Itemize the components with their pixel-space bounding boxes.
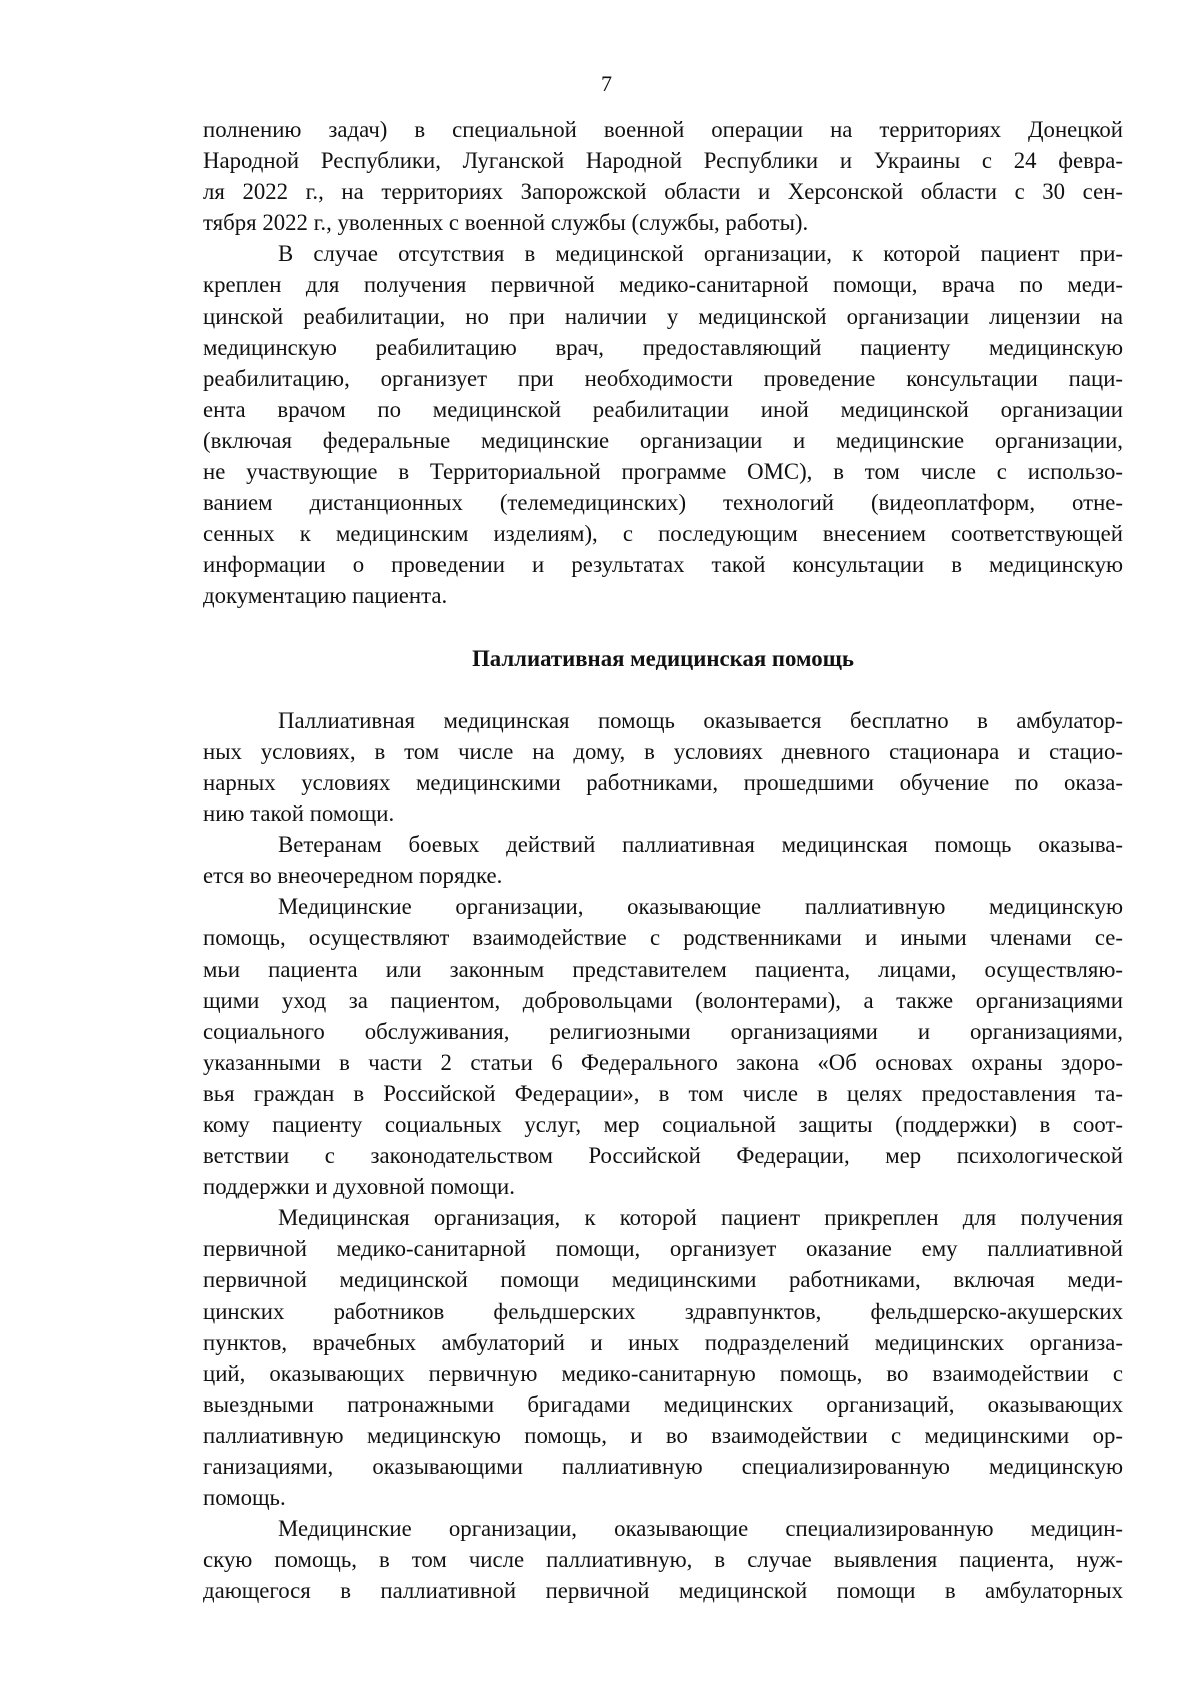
text-line: Паллиативная медицинская помощь оказывается бесплатно в амбулатор- — [278, 707, 1123, 733]
text-line: паллиативную медицинскую помощь, и во взаимодействии с медицинскими ор- — [203, 1422, 1123, 1448]
text-line: ванием дистанционных (телемедицинских) технологий (видеоплатформ, отне- — [203, 490, 1123, 516]
paragraphs-after-heading — [203, 705, 1123, 1607]
paragraph — [203, 891, 1123, 1202]
document-body — [203, 114, 1123, 1607]
text-line: ганизациями, оказывающими паллиативную специализированную медицинскую — [203, 1454, 1123, 1480]
text-line: пунктов, врачебных амбулаторий и иных подразделений медицинских организа- — [203, 1329, 1123, 1355]
text-line: ента врачом по медицинской реабилитации иной медицинской организации — [203, 396, 1123, 422]
text-line: нарных условиях медицинскими работниками, прошедшими обучение по оказа- — [203, 769, 1123, 795]
text-line: тября 2022 г., уволенных с военной службы (службы, работы). — [203, 210, 809, 236]
text-line: информации о проведении и результатах такой консультации в медицинскую — [203, 552, 1123, 578]
paragraphs-before-heading — [203, 114, 1123, 612]
paragraph — [203, 1202, 1123, 1513]
text-line: не участвующие в Территориальной программе ОМС), в том числе с использо- — [203, 459, 1123, 485]
text-line: ется во внеочередном порядке. — [203, 863, 503, 889]
text-line: кому пациенту социальных услуг, мер социальной защиты (поддержки) в соот- — [203, 1112, 1123, 1137]
text-line: полнению задач) в специальной военной операции на территориях Донецкой — [203, 117, 1123, 142]
text-line: Медицинские организации, оказывающие паллиативную медицинскую — [278, 894, 1123, 920]
paragraph — [203, 705, 1123, 829]
text-line: мьи пациента или законным представителем пациента, лицами, осуществляю- — [203, 956, 1123, 982]
text-line: первичной медико-санитарной помощи, организует оказание ему паллиативной — [203, 1236, 1123, 1262]
text-line: документацию пациента. — [203, 583, 448, 609]
spacer — [203, 612, 1123, 643]
text-line: нию такой помощи. — [203, 801, 395, 827]
text-line: вья граждан в Российской Федерации», в том числе в целях предоставления та- — [203, 1080, 1123, 1106]
text-line: креплен для получения первичной медико-санитарной помощи, врача по меди- — [203, 272, 1123, 298]
text-line: первичной медицинской помощи медицинскими работниками, включая меди- — [203, 1267, 1123, 1293]
section-heading: Паллиативная медицинская помощь — [472, 645, 854, 671]
text-line: ля 2022 г., на территориях Запорожской области и Херсонской области с 30 сен- — [203, 179, 1123, 205]
spacer — [203, 674, 1123, 705]
text-line: цинской реабилитации, но при наличии у медицинской организации лицензии на — [203, 303, 1123, 329]
paragraph — [203, 1513, 1123, 1606]
text-line: поддержки и духовной помощи. — [203, 1174, 515, 1200]
text-line: ветствии с законодательством Российской Федерации, мер психологической — [203, 1143, 1123, 1169]
paragraph — [203, 238, 1123, 611]
text-line: цинских работников фельдшерских здравпунктов, фельдшерско-акушерских — [203, 1298, 1123, 1324]
text-line: сенных к медицинским изделиям), с последующим внесением соответствующей — [203, 521, 1123, 547]
text-line: реабилитацию, организует при необходимости проведение консультации паци- — [203, 365, 1123, 391]
text-line: выездными патронажными бригадами медицинских организаций, оказывающих — [203, 1391, 1123, 1417]
text-line: помощь, осуществляют взаимодействие с родственниками и иными членами се- — [203, 925, 1123, 951]
text-line: медицинскую реабилитацию врач, предоставляющий пациенту медицинскую — [203, 334, 1123, 360]
text-line: В случае отсутствия в медицинской организации, к которой пациент при- — [278, 241, 1123, 267]
text-line: Народной Республики, Луганской Народной Республики и Украины с 24 февра- — [203, 148, 1123, 174]
text-line: скую помощь, в том числе паллиативную, в случае выявления пациента, нуж- — [203, 1547, 1123, 1573]
paragraph — [203, 114, 1123, 238]
text-line: Медицинская организация, к которой пациент прикреплен для получения — [278, 1205, 1123, 1231]
text-line: помощь. — [203, 1485, 286, 1511]
text-line: Ветеранам боевых действий паллиативная медицинская помощь оказыва- — [278, 832, 1123, 858]
page-number: 7 — [601, 71, 612, 96]
text-line: ных условиях, в том числе на дому, в условиях дневного стационара и стацио- — [203, 738, 1123, 764]
text-line: дающегося в паллиативной первичной медицинской помощи в амбулаторных — [203, 1578, 1123, 1604]
text-line: Медицинские организации, оказывающие специализированную медицин- — [278, 1516, 1123, 1542]
text-line: социального обслуживания, религиозными организациями и организациями, — [203, 1018, 1123, 1044]
paragraph — [203, 829, 1123, 891]
text-line: указанными в части 2 статьи 6 Федерального закона «Об основах охраны здоро- — [203, 1049, 1123, 1075]
text-line: (включая федеральные медицинские организации и медицинские организации, — [203, 427, 1123, 453]
text-line: щими уход за пациентом, добровольцами (волонтерами), а также организациями — [203, 987, 1123, 1013]
text-line: ций, оказывающих первичную медико-санитарную помощь, во взаимодействии с — [203, 1360, 1123, 1386]
